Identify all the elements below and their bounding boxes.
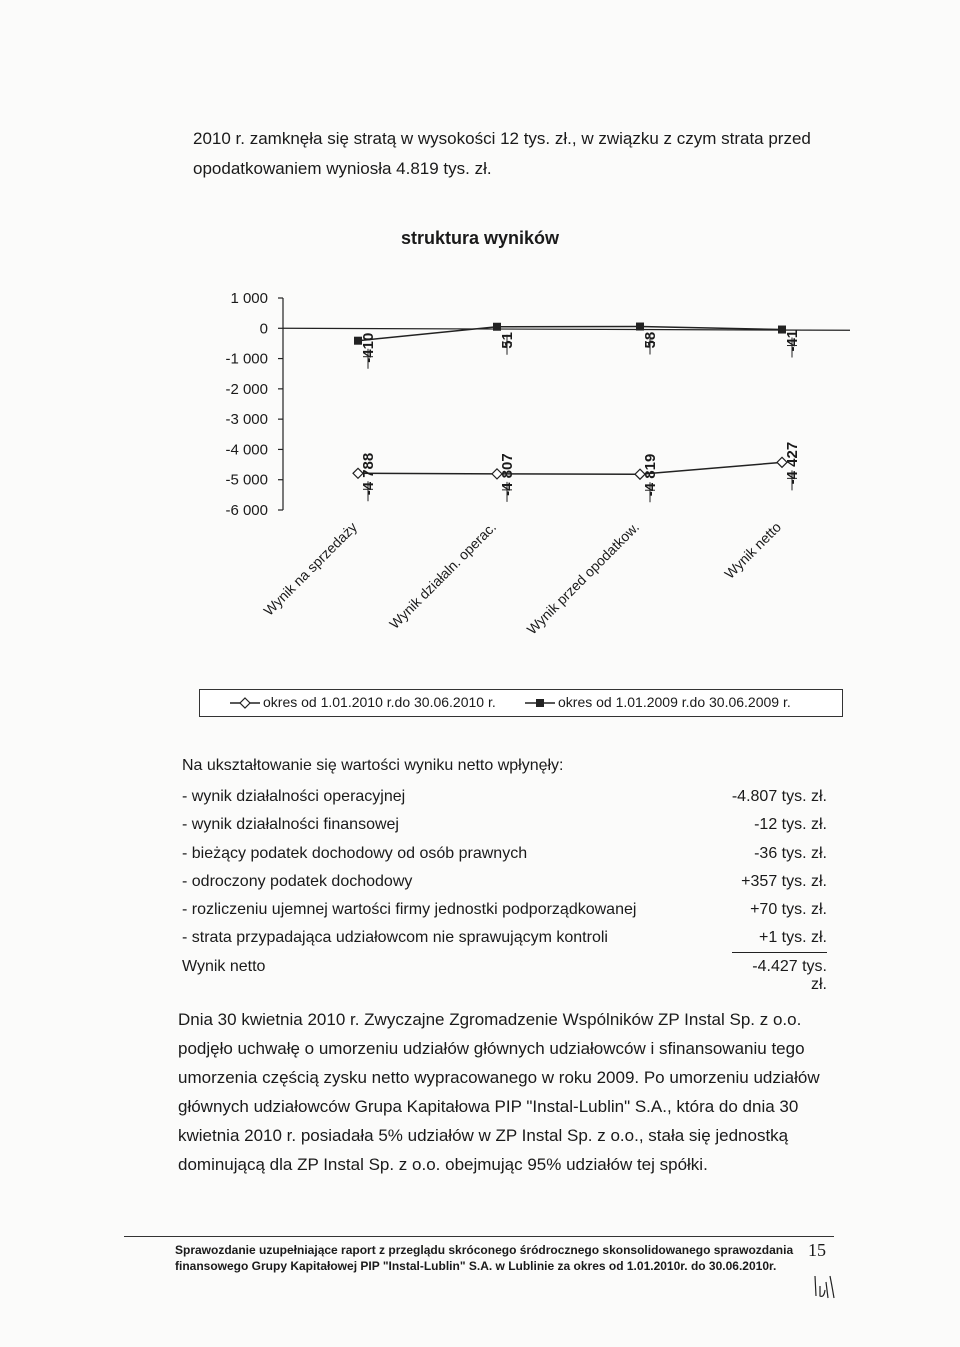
factor-label: - wynik działalności operacyjnej bbox=[182, 788, 406, 805]
legend-item-2009 bbox=[525, 694, 791, 710]
data-label: -4 807 bbox=[499, 453, 516, 496]
data-point bbox=[493, 323, 501, 331]
data-label: 58 bbox=[642, 331, 659, 349]
data-point bbox=[636, 323, 644, 331]
factor-value: -12 tys. zł. bbox=[754, 816, 827, 834]
factor-value: +357 tys. zł. bbox=[741, 872, 827, 890]
data-label: -4 427 bbox=[784, 441, 801, 485]
page-footer bbox=[175, 1242, 795, 1274]
factor-label: - wynik działalności finansowej bbox=[182, 816, 399, 834]
factors-list bbox=[182, 757, 827, 993]
legend-item-2010 bbox=[230, 694, 496, 710]
paragraph-line: Dnia 30 kwietnia 2010 r. Zwyczajne Zgromadzenie Wspólników ZP Instal Sp. z o.o. bbox=[178, 1010, 802, 1029]
net-result-value: -4.427 tys. zł. bbox=[732, 952, 827, 994]
net-result-row bbox=[182, 957, 827, 993]
legend-label-2010: okres od 1.01.2010 r.do 30.06.2010 r. bbox=[263, 694, 496, 710]
paragraph-line: głównych udziałowców Grupa Kapitałowa PIP "Instal-Lublin" S.A., która do dnia 30 bbox=[178, 1097, 799, 1116]
factor-row bbox=[182, 788, 827, 816]
intro-line-1: 2010 r. zamknęła się stratą w wysokości 12 tys. zł., w związku z czym strata przed bbox=[193, 129, 811, 148]
factors-heading: Na ukształtowanie się wartości wyniku netto wpłynęły: bbox=[182, 757, 564, 774]
legend-square-marker-icon bbox=[525, 697, 555, 709]
factor-label: - bieżący podatek dochodowy od osób prawnych bbox=[182, 844, 528, 862]
series-line-1 bbox=[358, 462, 782, 474]
net-result-label: Wynik netto bbox=[182, 957, 266, 975]
y-tick-label: -5 000 bbox=[225, 471, 268, 489]
factor-label: - strata przypadająca udziałowcom nie sprawującym kontroli bbox=[182, 929, 608, 947]
data-label: -4 819 bbox=[642, 453, 659, 497]
y-tick-label: 0 bbox=[259, 320, 268, 338]
factor-value: -4.807 tys. zł. bbox=[731, 788, 827, 805]
factor-value: +70 tys. zł. bbox=[750, 901, 827, 919]
factor-value: -36 tys. zł. bbox=[754, 844, 827, 862]
footer-divider bbox=[124, 1236, 834, 1237]
y-tick-label: -2 000 bbox=[225, 380, 268, 398]
factor-row bbox=[182, 845, 827, 873]
line-chart bbox=[0, 270, 960, 690]
x-category-label: Wynik na sprzedaży bbox=[260, 518, 361, 619]
y-tick-label: -4 000 bbox=[225, 441, 268, 459]
footer-line-2: finansowego Grupy Kapitałowej PIP "Instal-Lublin" S.A. w Lublinie za okres od 1.01.2010r. do 30.06.2010r. bbox=[175, 1259, 777, 1273]
y-tick-label: -1 000 bbox=[225, 350, 268, 368]
factor-value: +1 tys. zł. bbox=[758, 929, 827, 947]
factor-row bbox=[182, 816, 827, 844]
factor-label: - odroczony podatek dochodowy bbox=[182, 872, 413, 890]
chart-title: struktura wyników bbox=[400, 228, 560, 248]
x-category-label: Wynik netto bbox=[721, 518, 785, 582]
resolution-paragraph bbox=[178, 1005, 828, 1179]
intro-line-2: opodatkowaniem wyniosła 4.819 tys. zł. bbox=[193, 159, 492, 178]
paragraph-line: podjęło uchwałę o umorzeniu udziałów głównych udziałowców i sfinansowaniu tego bbox=[178, 1039, 805, 1058]
y-tick-label: 1 000 bbox=[230, 290, 268, 307]
data-label: -410 bbox=[360, 332, 377, 363]
factor-label: - rozliczeniu ujemnej wartości firmy jednostki podporządkowanej bbox=[182, 901, 637, 919]
data-label: -41 bbox=[784, 329, 801, 352]
chart-legend bbox=[199, 689, 843, 717]
legend-diamond-marker-icon bbox=[230, 697, 260, 709]
x-category-label: Wynik przed opodatkow. bbox=[523, 518, 643, 638]
intro-text bbox=[193, 124, 843, 184]
factor-row bbox=[182, 901, 827, 929]
legend-label-2009: okres od 1.01.2009 r.do 30.06.2009 r. bbox=[558, 694, 791, 710]
paragraph-line: umorzenia częścią zysku netto wypracowanego w roku 2009. Po umorzeniu udziałów bbox=[178, 1068, 820, 1087]
paragraph-line: kwietnia 2010 r. posiadała 5% udziałów w ZP Instal Sp. z o.o., stała się jednostką bbox=[178, 1126, 789, 1145]
footer-line-1: Sprawozdanie uzupełniające raport z przeglądu skróconego śródrocznego skonsolidowanego sprawozdania bbox=[175, 1243, 794, 1257]
x-category-label: Wynik działaln. operac. bbox=[386, 518, 500, 632]
y-tick-label: -6 000 bbox=[225, 502, 268, 519]
factor-row bbox=[182, 929, 827, 957]
data-label: -4 788 bbox=[360, 452, 377, 496]
y-tick-label: -3 000 bbox=[225, 411, 268, 429]
handwritten-initials bbox=[812, 1272, 836, 1300]
factor-row bbox=[182, 873, 827, 901]
data-label: 51 bbox=[499, 332, 516, 349]
page-number: 15 bbox=[808, 1240, 826, 1260]
paragraph-line: dominującą dla ZP Instal Sp. z o.o. obejmując 95% udziałów tej spółki. bbox=[178, 1155, 708, 1174]
